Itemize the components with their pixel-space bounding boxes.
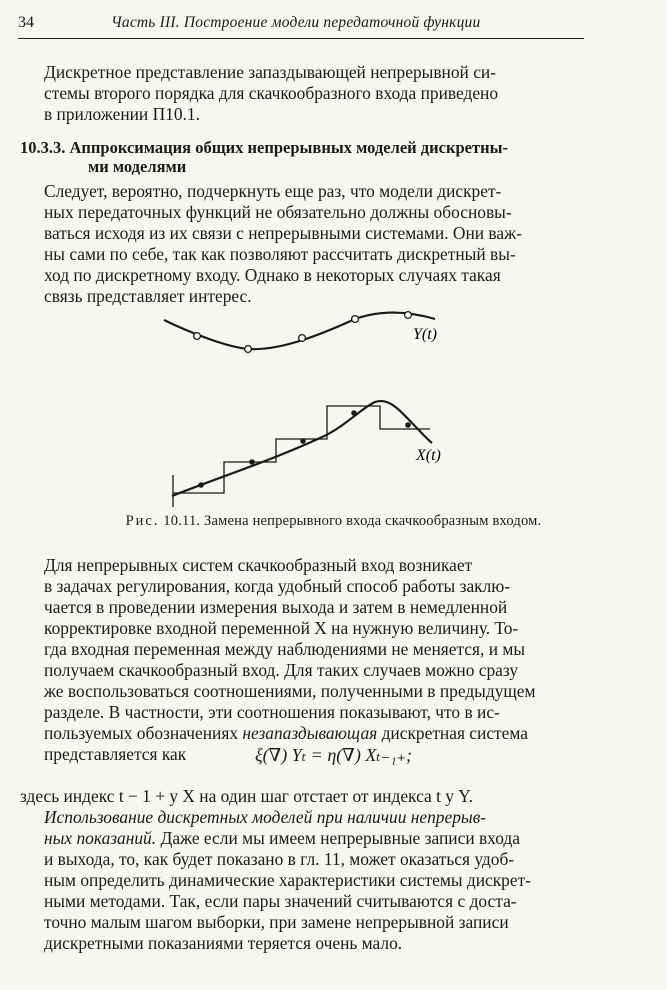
text-line: в задачах регулирования, когда удобный способ работы заклю- — [44, 576, 511, 596]
running-head: Часть III. Построение модели передаточной функции — [111, 14, 481, 31]
intro-paragraph — [20, 62, 586, 125]
text-line: Дискретное представление запаздывающей непрерывной си- — [44, 62, 497, 82]
sample-point — [405, 312, 412, 319]
sample-point — [249, 459, 255, 465]
figure-10-11 — [150, 305, 450, 515]
text-line: Для непрерывных систем скачкообразный вход возникает — [44, 555, 473, 575]
paragraph-2 — [20, 555, 586, 765]
figure-diagram — [150, 305, 450, 510]
text-line: гда входная переменная между наблюдениями не меняется, и мы — [44, 639, 526, 659]
text-line: чается в проведении измерения выхода и затем в немедленной — [44, 597, 508, 617]
sample-point — [198, 482, 204, 488]
text-line: ных передаточных функций не обязательно должны обосновы- — [44, 202, 512, 222]
text-line: дискретными показаниями теряется очень мало. — [44, 933, 403, 953]
text-line: Использование дискретных моделей при наличии непрерыв- — [44, 807, 487, 827]
text-line: разделе. В частности, эти соотношения показывают, что в ис- — [44, 702, 500, 722]
text-fragment: Даже если мы имеем непрерывные записи входа — [156, 828, 520, 848]
label-x: X(t) — [416, 447, 441, 464]
text-line: в приложении П10.1. — [44, 104, 200, 124]
text-line: ным определить динамические характеристики системы дискрет- — [44, 870, 531, 890]
text-line — [20, 723, 586, 744]
sample-point — [194, 333, 201, 340]
sample-point — [405, 422, 411, 428]
label-y: Y(t) — [413, 326, 437, 343]
section-title-line2: ми моделями — [88, 157, 187, 176]
text-line: корректировке входной переменной X на нужную величину. То- — [44, 618, 519, 638]
page-number: 34 — [18, 14, 34, 31]
text-line — [20, 828, 586, 849]
paragraph-3 — [20, 807, 586, 954]
sample-point — [299, 335, 306, 342]
section-heading — [20, 138, 586, 176]
text-line: стемы второго порядка для скачкообразного входа приведено — [44, 83, 499, 103]
text-fragment: дискретная система — [377, 723, 528, 743]
equation: ξ(∇) Yₜ = η(∇) Xₜ₋₁₊; — [254, 745, 413, 765]
caption-text: 10.11. Замена непрерывного входа скачкообразным входом. — [159, 513, 542, 529]
text-line: ны сами по себе, так как позволяют рассчитать дискретный вы- — [44, 244, 516, 264]
figure-caption — [0, 513, 667, 530]
page-header — [18, 12, 584, 39]
text-line: же воспользоваться соотношениями, полученными в предыдущем — [44, 681, 536, 701]
text-line: связь представляет интерес. — [44, 286, 252, 306]
sample-point — [351, 410, 357, 416]
text-fragment: пользуемых обозначениях — [44, 723, 243, 743]
after-formula-line: здесь индекс t − 1 + у X на один шаг отстает от индекса t у Y. — [20, 786, 473, 806]
sample-point — [245, 346, 252, 353]
text-line: и выхода, то, как будет показано в гл. 11, может оказаться удоб- — [44, 849, 515, 869]
sample-point — [352, 316, 359, 323]
text-line: ход по дискретному входу. Однако в некоторых случаях такая — [44, 265, 501, 285]
paragraph-1 — [20, 181, 586, 307]
output-curve — [164, 313, 435, 350]
text-line: Следует, вероятно, подчеркнуть еще раз, что модели дискрет- — [44, 181, 502, 201]
caption-prefix: Рис. — [125, 513, 160, 529]
emphasis-text: незапаздывающая — [242, 723, 378, 743]
text-line: представляется как — [44, 744, 187, 764]
input-curve — [172, 401, 432, 496]
text-line: получаем скачкообразный вход. Для таких случаев можно сразу — [44, 660, 519, 680]
sample-point — [300, 438, 306, 444]
text-line: ваться исходя из их связи с непрерывными системами. Они важ- — [44, 223, 522, 243]
emphasis-text: ных показаний. — [44, 828, 157, 848]
section-title-line1: 10.3.3. Аппроксимация общих непрерывных моделей дискретны- — [20, 138, 508, 157]
text-line: точно малым шагом выборки, при замене непрерывной записи — [44, 912, 509, 932]
text-line: ными методами. Так, если пары значений считываются с доста- — [44, 891, 517, 911]
